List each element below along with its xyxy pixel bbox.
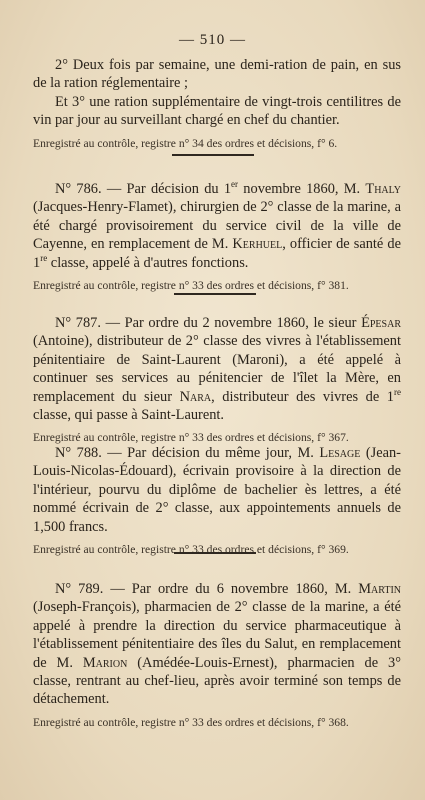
entry-788-text: N° 788. — Par décision du même jour, M. Lesage (Jean-Louis-Nicolas-Édouard), écrivain provisoire à la direction de l'intérieur, pourvu du diplôme de bachelier ès lettres, a été nommé écrivain de 2° classe, aux appointements annuels de 1,500 francs. bbox=[33, 445, 401, 535]
entry-789-text: N° 789. — Par ordre du 6 novembre 1860, M. Martin (Joseph-François), pharmacien de 2° classe de la marine, a été appelé à prendre la direction du service pharmaceutique à l'établissement pénitentiaire des îles du Salut, en remplacement de M. Marion (Amédée-Louis-Ernest), pharmacien de 3° classe, rentrant au chef-lieu, après avoir terminé son temps de détachement. bbox=[33, 581, 401, 708]
entry-788-registration: Enregistré au contrôle, registre n° 33 des ordres et décisions, f° 369. bbox=[33, 543, 349, 557]
entry-786-name2: Kerhuel bbox=[232, 236, 283, 253]
intro-section bbox=[33, 56, 401, 151]
entry-787-text: N° 787. — Par ordre du 2 novembre 1860, le sieur Épesar (Antoine), distributeur de 2° classe des vivres à l'établissement pénitentiaire de Saint-Laurent (Maroni), a été appelé à continuer ses services au pénitencier de l'îlet la Mère, en remplacement du sieur Nara, distributeur des vivres de 1re classe, qui passe à Saint-Laurent. bbox=[33, 315, 401, 424]
entry-787 bbox=[33, 314, 401, 445]
entry-786-registration: Enregistré au contrôle, registre n° 33 des ordres et décisions, f° 381. bbox=[33, 279, 349, 293]
entry-789 bbox=[33, 580, 401, 730]
entry-789-number: N° 789. bbox=[55, 581, 104, 597]
entry-786-name: Thaly bbox=[365, 181, 401, 197]
entry-787-registration: Enregistré au contrôle, registre n° 33 des ordres et décisions, f° 367. bbox=[33, 431, 349, 445]
entry-787-name2: Nara bbox=[179, 388, 212, 405]
entry-786 bbox=[33, 180, 401, 293]
page-number: — 510 — bbox=[179, 32, 246, 48]
separator-rule-2 bbox=[174, 293, 256, 295]
entry-789-name: Martin bbox=[358, 581, 401, 597]
intro-paragraph-1: 2° Deux fois par semaine, une demi-ration de pain, en sus de la ration réglementaire ; bbox=[33, 57, 401, 92]
entry-788-name: Lesage bbox=[319, 445, 361, 461]
entry-789-name2: Marion bbox=[82, 654, 128, 671]
entry-787-number: N° 787. bbox=[55, 315, 101, 331]
separator-rule-3 bbox=[174, 552, 256, 554]
separator-rule-1 bbox=[172, 154, 254, 156]
entry-789-registration: Enregistré au contrôle, registre n° 33 des ordres et décisions, f° 368. bbox=[33, 715, 349, 729]
entry-787-name: Épesar bbox=[361, 315, 401, 331]
intro-registration: Enregistré au contrôle, registre n° 34 des ordres et décisions, f° 6. bbox=[33, 136, 338, 150]
entry-788-number: N° 788. bbox=[55, 445, 102, 461]
intro-paragraph-2: Et 3° une ration supplémentaire de vingt-trois centilitres de vin par jour au surveillant chargé en chef du chantier. bbox=[33, 93, 401, 129]
entry-788 bbox=[33, 444, 401, 557]
entry-786-number: N° 786. bbox=[55, 181, 102, 197]
entry-786-text: N° 786. — Par décision du 1er novembre 1860, M. Thaly (Jacques-Henry-Flamet), chirurgien de 2° classe de la marine, a été chargé provisoirement du service civil de la ville de Cayenne, en remplacement de M. Kerhuel, officier de santé de 1re classe, appelé à d'autres fonctions. bbox=[33, 179, 401, 271]
